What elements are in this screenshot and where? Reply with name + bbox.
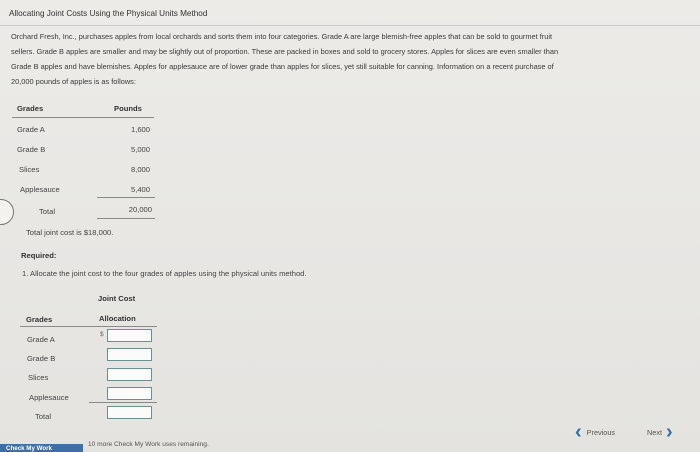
- problem-line-3: Grade B apples and have blemishes. Apples for applesauce are of lower grade than apples for slices, yet still suitable for canning. Information on a recent purchase of: [11, 62, 554, 71]
- grade-a-allocation-input[interactable]: [107, 329, 152, 342]
- total-label: Total: [39, 207, 56, 216]
- next-label: Next: [647, 428, 663, 437]
- check-my-work-button[interactable]: Check My Work: [0, 444, 83, 452]
- answer-header-rule: [20, 326, 157, 327]
- row-applesauce-label: Applesauce: [20, 185, 60, 194]
- answer-slices-label: Slices: [28, 373, 49, 382]
- remaining-uses-text: 10 more Check My Work uses remaining.: [88, 441, 209, 448]
- problem-line-2: sellers. Grade B apples are smaller and may be slightly out of proportion. These are packed in boxes and sold to grocery stores. Apples for slices are even smaller than: [11, 47, 559, 56]
- row-grade-a-pounds: 1,600: [130, 125, 150, 134]
- row-grade-a-label: Grade A: [17, 125, 45, 134]
- required-heading: Required:: [21, 251, 57, 260]
- total-rule-top: [97, 197, 155, 198]
- slices-allocation-input[interactable]: [107, 368, 152, 381]
- problem-line-4: 20,000 pounds of apples is as follows:: [11, 77, 136, 86]
- next-button[interactable]: [647, 421, 673, 443]
- header-rule: [12, 117, 154, 118]
- page-title: Allocating Joint Costs Using the Physical Units Method: [9, 9, 208, 18]
- allocation-header: Allocation: [99, 314, 136, 323]
- row-slices-label: Slices: [19, 165, 40, 174]
- previous-label: Previous: [586, 428, 616, 437]
- joint-cost-header: Joint Cost: [98, 294, 136, 303]
- row-grade-b-pounds: 5,000: [130, 145, 150, 154]
- header-divider: [0, 25, 700, 26]
- answer-grades-header: Grades: [26, 315, 53, 324]
- help-circle-icon[interactable]: [0, 199, 14, 225]
- grades-header: Grades: [17, 104, 44, 113]
- total-pounds: 20,000: [128, 205, 152, 214]
- row-slices-pounds: 8,000: [130, 165, 150, 174]
- chevron-right-icon: ›: [666, 421, 673, 443]
- answer-grade-a-label: Grade A: [27, 335, 55, 344]
- row-grade-b-label: Grade B: [17, 145, 46, 154]
- problem-line-1: Orchard Fresh, Inc., purchases apples from local orchards and sorts them into four categories. Grade A are large blemish-free apples that can be sold to gourmet fruit: [11, 32, 553, 41]
- joint-cost-text: Total joint cost is $18,000.: [26, 228, 114, 237]
- answer-grade-b-label: Grade B: [27, 354, 56, 363]
- required-question: 1. Allocate the joint cost to the four grades of apples using the physical units method.: [22, 269, 307, 278]
- applesauce-allocation-input[interactable]: [107, 387, 152, 400]
- answer-applesauce-label: Applesauce: [29, 393, 69, 402]
- total-allocation-input[interactable]: [107, 406, 152, 419]
- problem-text: [11, 29, 687, 89]
- row-applesauce-pounds: 5,400: [130, 185, 150, 194]
- answer-total-label: Total: [35, 412, 52, 421]
- grade-b-allocation-input[interactable]: [107, 348, 152, 361]
- currency-symbol: $: [100, 331, 104, 338]
- answer-total-rule: [89, 402, 157, 403]
- total-rule-bottom: [97, 218, 155, 219]
- pounds-header: Pounds: [114, 104, 142, 113]
- chevron-left-icon: ‹: [575, 421, 582, 443]
- previous-button[interactable]: [575, 421, 616, 443]
